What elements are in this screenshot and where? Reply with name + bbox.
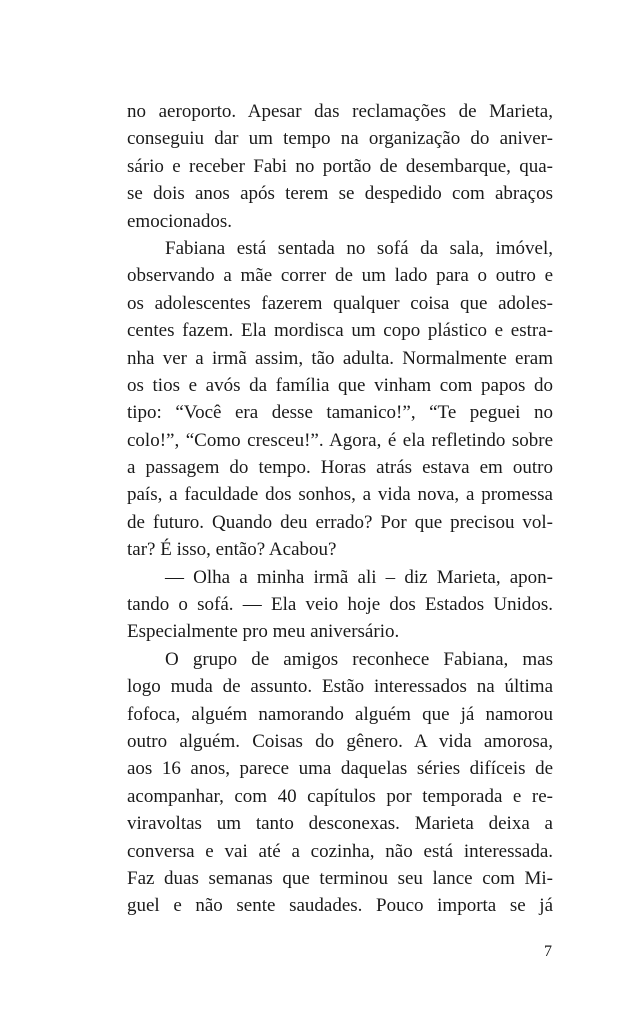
text-line: conseguiu dar um tempo na organização do aniver- — [127, 128, 553, 150]
text-line: país, a faculdade dos sonhos, a vida nova, a promessa — [127, 484, 553, 506]
text-line: aos 16 anos, parece uma daquelas séries difíceis de — [127, 758, 553, 780]
text-line: outro alguém. Coisas do gênero. A vida amorosa, — [127, 730, 553, 752]
text-line: — Olha a minha irmã ali – diz Marieta, apon- — [165, 566, 553, 588]
text-line: Especialmente pro meu aniversário. — [127, 621, 400, 643]
text-line: centes fazem. Ela mordisca um copo plástico e estra- — [127, 320, 553, 342]
text-line: no aeroporto. Apesar das reclamações de Marieta, — [127, 101, 553, 122]
text-line: O grupo de amigos reconhece Fabiana, mas — [165, 648, 553, 670]
text-line: os tios e avós da família que vinham com papos do — [127, 374, 553, 396]
text-line: acompanhar, com 40 capítulos por temporada e re- — [127, 785, 553, 807]
text-line: emocionados. — [127, 210, 233, 232]
page-number: 7 — [544, 943, 552, 960]
text-line: tipo: “Você era desse tamanico!”, “Te peguei no — [127, 402, 553, 424]
text-line: se dois anos após terem se despedido com abraços — [127, 183, 553, 205]
text-line: Fabiana está sentada no sofá da sala, imóvel, — [165, 237, 553, 259]
text-line: logo muda de assunto. Estão interessados na última — [127, 676, 553, 698]
text-line: conversa e vai até a cozinha, não está interessada. — [127, 840, 553, 862]
text-line: nha ver a irmã assim, tão adulta. Normalmente eram — [127, 347, 553, 369]
text-line: guel e não sente saudades. Pouco importa se já — [127, 895, 553, 917]
text-line: a passagem do tempo. Horas atrás estava em outro — [127, 457, 553, 479]
text-line: tar? É isso, então? Acabou? — [127, 539, 337, 561]
body-text — [127, 98, 553, 920]
text-line: observando a mãe correr de um lado para o outro e — [127, 265, 553, 287]
text-line: tando o sofá. — Ela veio hoje dos Estados Unidos. — [127, 594, 553, 616]
text-line: colo!”, “Como cresceu!”. Agora, é ela refletindo sobre — [127, 429, 553, 451]
text-line: fofoca, alguém namorando alguém que já namorou — [127, 703, 553, 725]
text-line: sário e receber Fabi no portão de desembarque, qua- — [127, 155, 553, 177]
text-line: os adolescentes fazerem qualquer coisa que adoles- — [127, 292, 553, 314]
text-line: de futuro. Quando deu errado? Por que precisou vol- — [127, 511, 553, 533]
text-line: Faz duas semanas que terminou seu lance com Mi- — [127, 867, 553, 889]
text-line: viravoltas um tanto desconexas. Marieta deixa a — [127, 813, 553, 835]
